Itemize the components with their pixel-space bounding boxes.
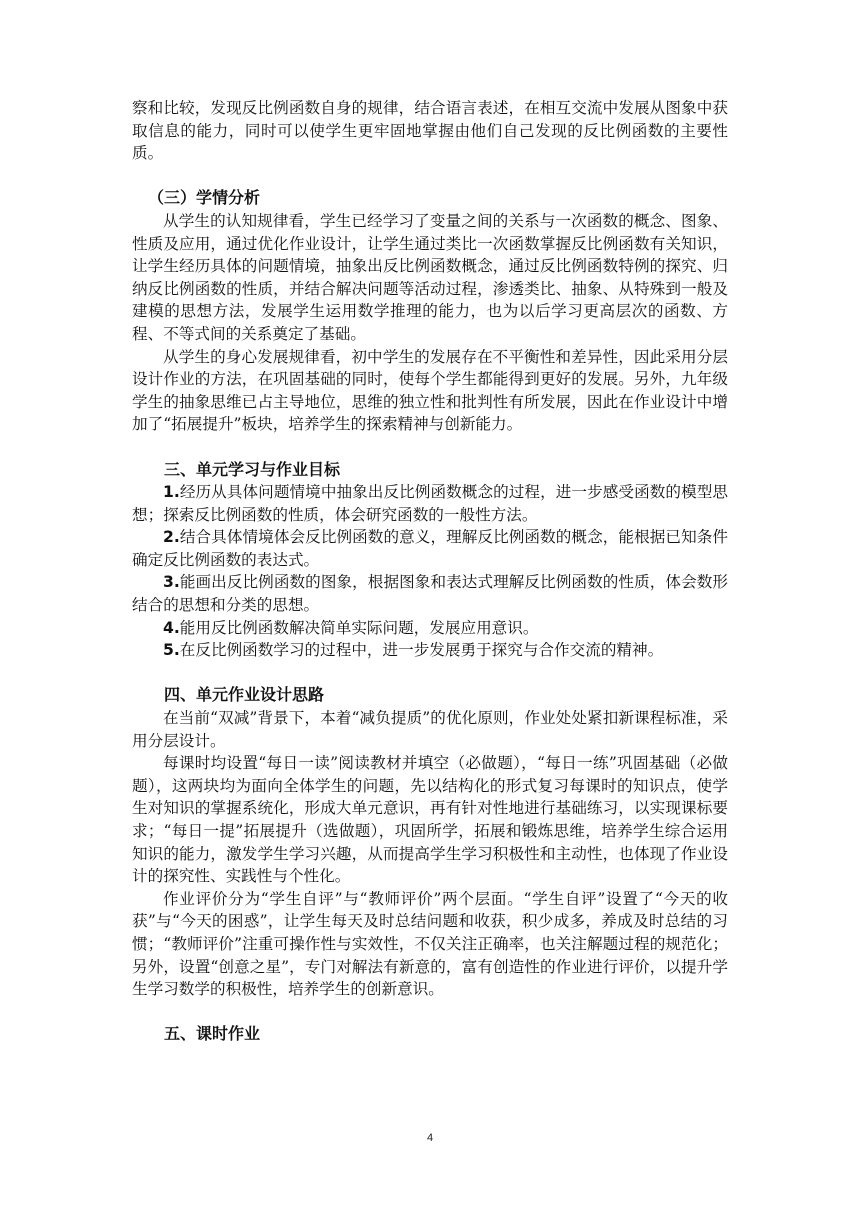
- goal-text: 结合具体情境体会反比例函数的意义，理解反比例函数的概念，能根据已知条件确定反比例函数的表达式。: [132, 528, 728, 569]
- intro-paragraph: 察和比较，发现反比例函数自身的规律，结合语言表述，在相互交流中发展从图象中获取信息的能力，同时可以使学生更牢固地掌握由他们自己发现的反比例函数的主要性质。: [132, 99, 728, 163]
- page-number: 4: [426, 1132, 434, 1144]
- heading-design: 四、单元作业设计思路: [164, 685, 325, 705]
- goal-item-3: [132, 571, 728, 616]
- goal-item-1: [132, 481, 728, 526]
- goal-text: 能画出反比例函数的图象，根据图象和表达式理解反比例函数的性质，体会数形结合的思想和分类的思想。: [132, 573, 728, 615]
- paragraph-student-analysis-1: 从学生的认知规律看，学生已经学习了变量之间的关系与一次函数的概念、图象、性质及应用，通过优化作业设计，让学生通过类比一次函数掌握反比例函数有关知识，让学生经历具体的问题情境，抽象出反比例函数概念，通过反比例函数特例的探究、归纳反比例函数的性质，并结合解决问题等活动过程，渗透类比、抽象、从特殊到一般及建模的思想方法，发展学生运用数学推理的能力，也为以后学习更高层次的函数、方程、不等式间的关系奠定了基础。: [132, 211, 728, 343]
- heading-goals: 三、单元学习与作业目标: [164, 459, 341, 479]
- paragraph-design-3: 作业评价分为“学生自评”与“教师评价”两个层面。“学生自评”设置了“今天的收获”与“今天的困惑”，让学生每天及时总结问题和收获，积少成多，养成及时总结的习惯；“教师评价”注重可操作性与实效性，不仅关注正确率，也关注解题过程的规范化；另外，设置“创意之星”，专门对解法有新意的，富有创造性的作业进行评价，以提升学生学习数学的积极性，培养学生的创新意识。: [132, 889, 728, 999]
- goal-number: 5.: [163, 641, 180, 660]
- goal-text: 能用反比例函数解决简单实际问题，发展应用意识。: [179, 618, 539, 637]
- goal-item-4: [132, 617, 728, 640]
- goal-item-5: [132, 639, 728, 662]
- goal-number: 4.: [163, 618, 180, 637]
- spacer: [132, 436, 728, 459]
- goal-text: 在反比例函数学习的过程中，进一步发展勇于探究与合作交流的精神。: [179, 641, 664, 660]
- paragraph-design-1: 在当前“双减”背景下，本着“减负提质”的优化原则，作业处处紧扣新课程标准，采用分层设计。: [132, 709, 728, 750]
- heading-student-analysis: （三）学情分析: [148, 188, 261, 208]
- page-content: [132, 97, 728, 1046]
- goal-text: 经历从具体问题情境中抽象出反比例函数概念的过程，进一步感受函数的模型思想；探索反比例函数的性质，体会研究函数的一般性方法。: [132, 483, 728, 524]
- goal-item-2: [132, 526, 728, 571]
- heading-homework: 五、课时作业: [164, 1024, 261, 1044]
- goal-number: 2.: [163, 528, 180, 547]
- spacer: [132, 165, 728, 188]
- goal-number: 1.: [163, 483, 180, 502]
- paragraph-student-analysis-2: 从学生的身心发展规律看，初中学生的发展存在不平衡性和差异性，因此采用分层设计作业的方法，在巩固基础的同时，使每个学生都能得到更好的发展。另外，九年级学生的抽象思维已占主导地位，思维的独立性和批判性有所发展，因此在作业设计中增加了“拓展提升”板块，培养学生的探索精神与创新能力。: [132, 347, 728, 434]
- paragraph-design-2: 每课时均设置“每日一读”阅读教材并填空（必做题），“每日一练”巩固基础（必做题），这两块均为面向全体学生的问题，先以结构化的形式复习每课时的知识点，使学生对知识的掌握系统化，形成大单元意识，再有针对性地进行基础练习，以实现课标要求；“每日一提”拓展提升（选做题），巩固所学，拓展和锻炼思维，培养学生综合运用知识的能力，激发学生学习兴趣，从而提高学生学习积极性和主动性，也体现了作业设计的探究性、实践性与个性化。: [132, 754, 728, 886]
- spacer: [132, 662, 728, 685]
- spacer: [132, 1001, 728, 1024]
- goal-number: 3.: [163, 573, 180, 592]
